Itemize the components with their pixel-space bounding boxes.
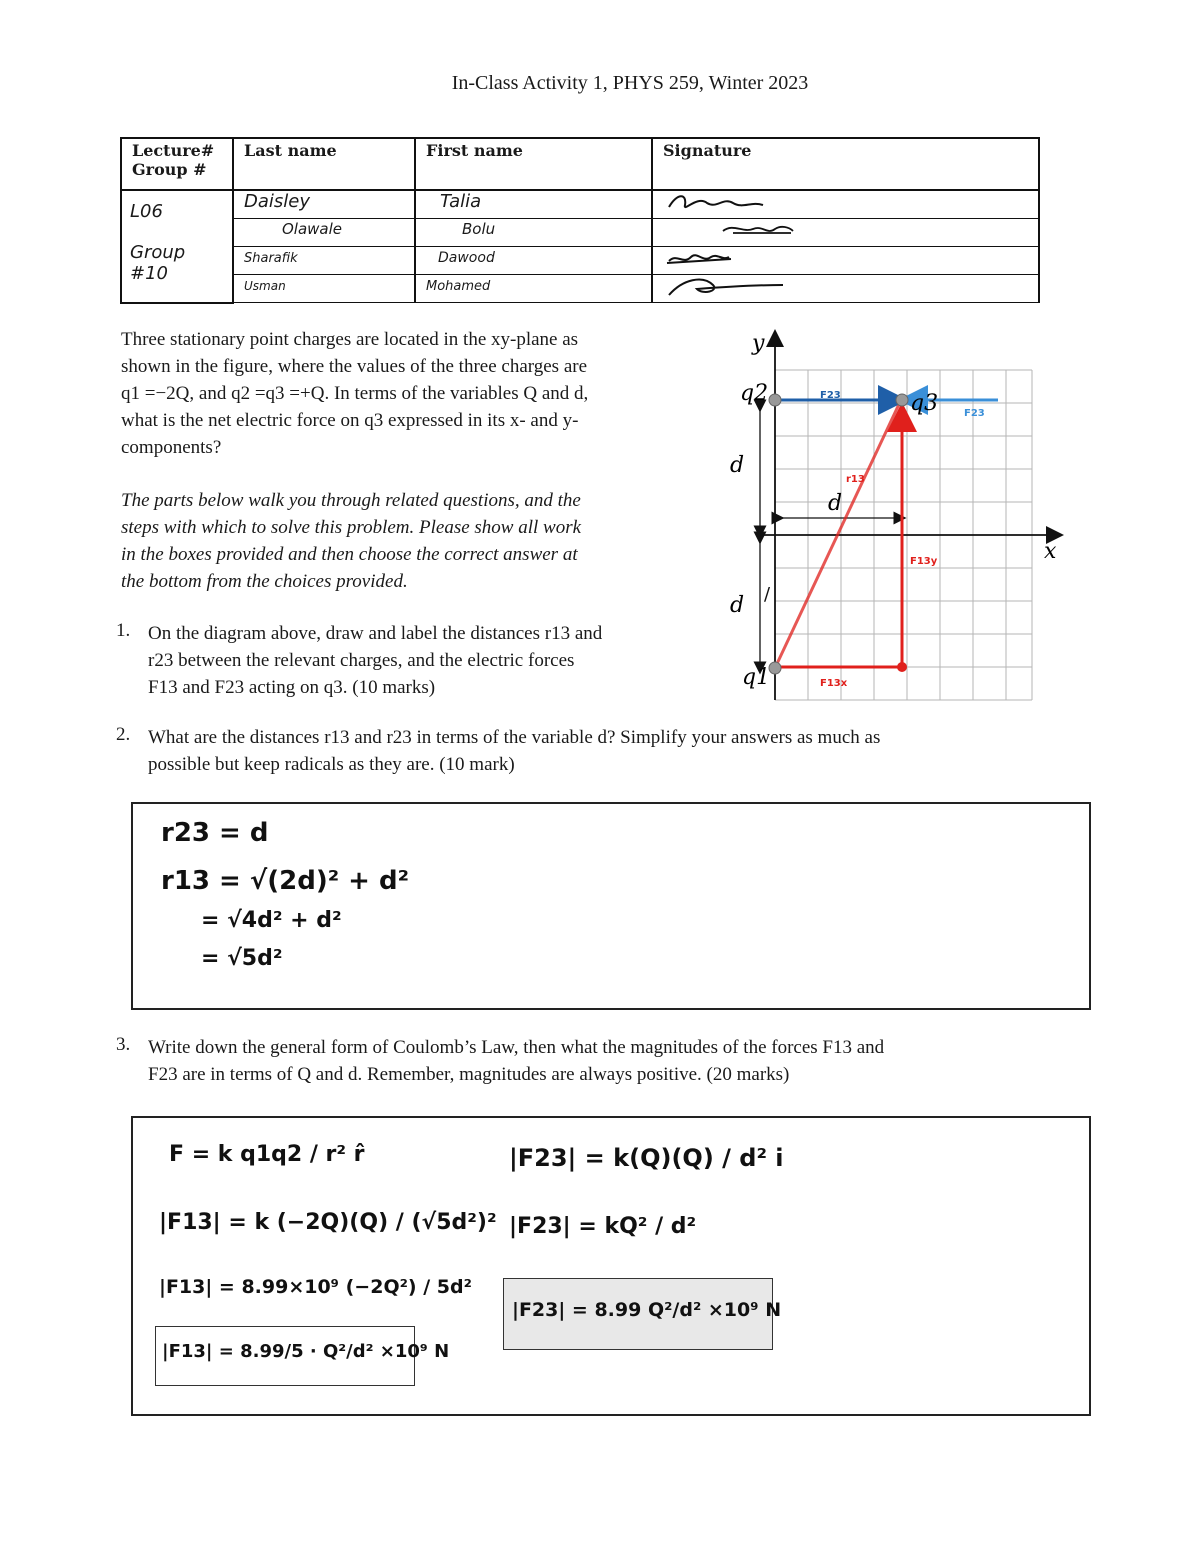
answer-3-left-line-1: F = k q1q2 / r² r̂ (169, 1142, 365, 1167)
group-value: Group #10 (130, 242, 186, 284)
charge-q2 (769, 394, 781, 406)
table-row: Daisley (233, 190, 415, 219)
d-label-upper: d (730, 453, 745, 478)
table-row: Usman (233, 275, 415, 303)
charge-q3 (896, 394, 908, 406)
q1-label: q1 (742, 665, 771, 690)
answer-3-left-line-2: |F13| = k (−2Q)(Q) / (√5d²)² (159, 1210, 497, 1235)
problem-statement: Three stationary point charges are located in the xy-plane as shown in the figure, where the values of the three charges are q1 =−2Q, and q2 =q3 =+Q. In terms of the variables Q and d, what is the net electric force on q3 expressed in its x- and y- components? (121, 329, 589, 458)
answer-2-line-4: = √5d² (201, 946, 283, 971)
table-row: Sharafik (233, 247, 415, 275)
col-last-name: Last name (233, 138, 415, 190)
question-2-text: What are the distances r13 and r23 in terms of the variable d? Simplify your answers as much as possible but keep radicals as they are. (10 mark) (148, 727, 881, 775)
answer-3-left-line-3: |F13| = 8.99×10⁹ (−2Q²) / 5d² (159, 1276, 472, 1298)
table-row: Olawale (233, 219, 415, 247)
col-signature: Signature (652, 138, 1039, 190)
col-first-name: First name (415, 138, 652, 190)
lecture-value: L06 (130, 201, 163, 222)
f13x-label: F13x (820, 678, 848, 689)
r13-label: r13 (846, 474, 865, 485)
page-title: In-Class Activity 1, PHYS 259, Winter 2023 (451, 72, 809, 94)
answer-3-right-line-1: |F23| = k(Q)(Q) / d² i (509, 1144, 784, 1172)
signature-4 (663, 275, 803, 297)
table-row: Bolu (415, 219, 652, 247)
answer-3-right-line-2: |F23| = kQ² / d² (509, 1214, 697, 1239)
signature-3 (663, 247, 783, 269)
signature-cell (652, 219, 1039, 247)
f13-endpoint (897, 662, 907, 672)
col-lecture-group: Lecture# Group # (121, 138, 233, 190)
d-label-horizontal: d (828, 491, 843, 516)
answer-box-3[interactable] (131, 1116, 1091, 1416)
question-1-text: On the diagram above, draw and label the distances r13 and r23 between the relevant charges, and the electric forces F13 and F23 acting on q3. (10 marks) (148, 623, 603, 698)
question-3-number: 3. (116, 1034, 131, 1055)
charge-diagram (720, 328, 1070, 703)
signature-cell (652, 275, 1039, 303)
question-2-number: 2. (116, 724, 131, 745)
f23-label-right: F23 (964, 408, 985, 419)
tick-mark: / (764, 584, 771, 605)
table-row: Dawood (415, 247, 652, 275)
answer-2-line-1: r23 = d (161, 818, 269, 848)
charge-q1 (769, 662, 781, 674)
answer-3-right-boxed: |F23| = 8.99 Q²/d² ×10⁹ N (503, 1278, 773, 1350)
answer-2-line-3: = √4d² + d² (201, 908, 342, 933)
group-roster-table (120, 137, 1040, 304)
f13y-label: F13y (910, 556, 938, 567)
instructions: The parts below walk you through related questions, and the steps with which to solve this problem. Please show all work in the boxes provided and then choose the correct answer at the bottom from the choices provided. (121, 490, 582, 592)
answer-box-2[interactable] (131, 802, 1091, 1010)
q2-label: q2 (740, 381, 769, 406)
signature-1 (663, 191, 793, 213)
question-3-text: Write down the general form of Coulomb’s Law, then what the magnitudes of the forces F13 and F23 are in terms of Q and d. Remember, magnitudes are always positive. (20 marks) (148, 1037, 885, 1085)
question-1-number: 1. (116, 620, 131, 641)
signature-cell (652, 247, 1039, 275)
answer-3-left-boxed: |F13| = 8.99/5 · Q²/d² ×10⁹ N (155, 1326, 415, 1386)
x-axis-label: x (1044, 539, 1057, 564)
f23-label-left: F23 (820, 390, 841, 401)
q3-label: q3 (910, 391, 939, 416)
y-axis-label: y (752, 331, 765, 356)
d-label-lower: d (730, 593, 745, 618)
table-row: Talia (415, 190, 652, 219)
lecture-group-cell (121, 190, 233, 303)
answer-2-line-2: r13 = √(2d)² + d² (161, 866, 409, 896)
table-row: Mohamed (415, 275, 652, 303)
signature-2 (663, 219, 813, 241)
signature-cell (652, 190, 1039, 219)
